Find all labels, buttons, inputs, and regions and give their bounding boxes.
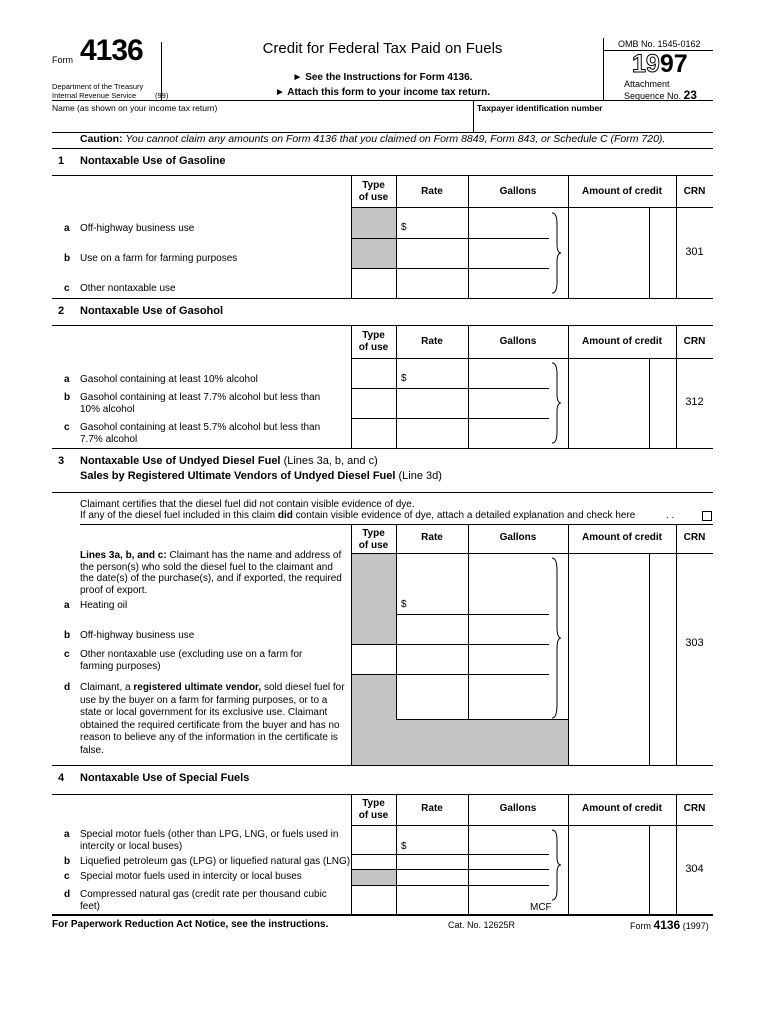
s1-header-rule [351,207,713,208]
s4-row-d-label: Compressed natural gas (credit rate per thousand cubic feet) [80,889,327,912]
section2-number: 2 [58,305,65,317]
s1-col-crn: CRN [683,186,706,197]
s1-amount-input[interactable] [570,244,674,262]
s2-col-amount: Amount of credit [582,336,662,347]
section3-title1: Nontaxable Use of Undyed Diesel Fuel [80,455,281,467]
s3-rate-d-input[interactable] [398,680,464,714]
section4-number: 4 [58,772,65,784]
s2-type-c-input[interactable] [353,423,393,445]
s1-v1 [351,175,352,298]
s1-row-a-letter: a [64,223,70,234]
section4-title: Nontaxable Use of Special Fuels [80,772,250,784]
dye-checkbox[interactable] [702,511,712,521]
caution-bottom-rule [52,148,713,149]
s3-col-crn: CRN [683,532,706,543]
s2-col-type-l2: of use [358,342,389,353]
s4-row-a-letter: a [64,829,70,840]
s3-type-shade-d [351,675,396,765]
s2-bottom-rule [52,448,713,449]
s3-lines-abc-text: Claimant has the name and address of the person(s) who sold the diesel fuel to the claimant and the date(s) of the purchase(s), and if exported, the required proof of export. [80,550,342,596]
s2-v1 [351,325,352,448]
s1-v2 [396,175,397,298]
s1-top-rule [52,175,713,176]
s4-row-ab-rule [351,854,549,855]
s3-rate-b-input[interactable] [398,619,464,641]
s1-row-a-label: Off-highway business use [80,223,195,234]
s1-row-c-letter: c [64,283,70,294]
header-divider-right [603,38,604,100]
s4-crn: 304 [685,863,704,875]
s4-v4 [568,794,569,914]
s2-gallons-c-input[interactable] [470,423,546,445]
s1-v3 [468,175,469,298]
omb-number: OMB No. 1545-0162 [618,39,701,49]
s4-gallons-b-input[interactable] [470,856,546,868]
tin-label: Taxpayer identification number [477,103,603,113]
s2-row-ab-rule [351,388,549,389]
attachment-label: Attachment [624,79,670,89]
s3-row-d-post: sold diesel fuel for use by the buyer on a farm for farming purposes, or to a state or local government for its exclusive use. Claimant obtained the required certificate from the buyer and has no reason to believe any of the information in the certificate is false. [80,682,345,756]
s3-certify-did: did [277,510,293,521]
s1-row-b-label: Use on a farm for farming purposes [80,253,238,264]
s3-type-shade-b [351,614,396,644]
s3-row-ab-rule [396,614,549,615]
s4-gallons-c-input[interactable] [470,871,546,883]
s1-row-b-letter: b [64,253,71,264]
s3-amount-input[interactable] [570,634,674,652]
s3-certify-line2 [80,510,635,521]
s2-type-b-input[interactable] [353,393,393,415]
s3-row-c-letter: c [64,649,70,660]
s1-row-bc-rule [351,268,549,269]
s4-type-d-input[interactable] [353,888,393,910]
s4-type-b-input[interactable] [353,856,393,868]
s4-col-rate: Rate [421,803,443,814]
section3-title1-suffix: (Lines 3a, b, and c) [283,455,378,467]
paperwork-notice: For Paperwork Reduction Act Notice, see the instructions. [52,919,329,930]
s3-row-c-label: Other nontaxable use (excluding use on a farm for farming purposes) [80,649,303,672]
s3-col-rate: Rate [421,532,443,543]
instruction-see: ► See the Instructions for Form 4136. [292,72,473,83]
s3-certify-post: contain visible evidence of dye, attach a detailed explanation and check here [295,510,636,521]
s4-rate-a-input[interactable] [410,832,464,852]
s2-col-crn: CRN [683,336,706,347]
s4-top-rule [52,794,713,795]
footer-year: (1997) [682,921,709,931]
s2-row-c-letter: c [64,422,70,433]
s2-v4 [568,325,569,448]
section3-number: 3 [58,455,65,467]
s3-col-type [351,528,396,552]
s1-col-rate: Rate [421,186,443,197]
s3-row-d-label [80,682,348,757]
department-line1: Department of the Treasury [52,82,144,91]
s1-row-c-label: Other nontaxable use [80,283,176,294]
form-label: Form [52,55,73,65]
caution-text: You cannot claim any amounts on Form 4136 that you claimed on Form 8849, Form 843, or Schedule C (Form 720). [125,133,666,145]
name-label: Name (as shown on your income tax return) [52,103,218,113]
s4-v2 [396,794,397,914]
footer-form-label: Form [630,921,651,931]
s4-v6 [676,794,677,914]
s2-row-b-label: Gasohol containing at least 7.7% alcohol but less than 10% alcohol [80,392,321,415]
s4-col-crn: CRN [683,803,706,814]
s1-gallons-a-input[interactable] [470,213,546,235]
s3-certify-dots: . . [666,510,675,521]
s1-v6 [676,175,677,298]
s3-rate-a-input[interactable] [410,590,464,612]
s1-col-type-l1: Type [362,180,385,191]
s3-v4 [568,524,569,765]
s3-row-bc-rule [351,644,549,645]
s2-col-type [351,330,396,354]
header-bottom-rule [52,100,713,101]
section2-title: Nontaxable Use of Gasohol [80,305,224,317]
caution-label: Caution: [80,133,123,145]
s2-col-type-l1: Type [362,330,385,341]
s4-row-b-label: Liquefied petroleum gas (LPG) or liquefied natural gas (LNG) [80,856,351,867]
s3-col-type-l2: of use [358,540,389,551]
s2-v3 [468,325,469,448]
s2-v5 [649,358,650,448]
s1-crn: 301 [685,246,704,258]
s3-bottom-shade [396,719,568,765]
s2-header-rule [351,358,713,359]
s3-col-gallons: Gallons [499,532,537,543]
s4-gallons-a-input[interactable] [470,832,546,852]
name-input[interactable] [54,115,464,129]
s2-gallons-b-input[interactable] [470,393,546,415]
s3-type-c-input[interactable] [353,649,393,671]
s2-row-a-label: Gasohol containing at least 10% alcohol [80,374,258,385]
s3-row-a-label: Heating oil [80,600,128,611]
s4-row-c-label: Special motor fuels used in intercity or local buses [80,871,302,882]
header-divider-left [161,42,162,100]
s2-top-rule [52,325,713,326]
s1-rate-a-input[interactable] [410,213,464,235]
s4-col-type-l2: of use [358,810,389,821]
s4-row-bc-rule [351,869,549,870]
tax-year [632,50,688,78]
s3-row-a-letter: a [64,600,70,611]
s3-row-d-rule [396,719,568,720]
s3-header-rule [351,553,713,554]
s4-row-cd-rule [351,885,549,886]
department-irs: Internal Revenue Service [52,91,137,100]
s2-row-c-label: Gasohol containing at least 5.7% alcohol but less than 7.7% alcohol [80,422,321,445]
s4-type-shade [351,870,396,885]
footer-form-number: 4136 [653,918,681,932]
s3-v1 [351,524,352,765]
s4-col-amount: Amount of credit [582,803,662,814]
instruction-attach: ► Attach this form to your income tax return. [274,87,491,98]
s4-row-d-letter: d [64,889,71,900]
s1-bottom-rule [52,298,713,299]
s3-gallons-d-input[interactable] [470,680,546,714]
form-title: Credit for Federal Tax Paid on Fuels [262,40,503,57]
s4-brace-icon [549,829,563,901]
s1-col-gallons: Gallons [499,186,537,197]
s3-dollar: $ [401,599,407,610]
department [52,82,168,100]
s3-row-b-letter: b [64,630,71,641]
s1-rate-b-input[interactable] [398,243,464,265]
s4-rate-c-input[interactable] [398,871,464,883]
s2-row-b-letter: b [64,392,71,403]
sequence-number: 23 [683,88,697,102]
s3-v3 [468,524,469,719]
s4-row-b-letter: b [64,856,71,867]
department-line2 [52,91,168,100]
s3-row-d-letter: d [64,682,71,693]
s2-row-a-letter: a [64,374,70,385]
s1-col-type [351,180,396,204]
s3-gallons-a-input[interactable] [470,590,546,612]
footer-form-id [630,918,709,932]
s3-crn: 303 [685,637,704,649]
sequence-label: Sequence No. [624,91,682,101]
s1-v4 [568,175,569,298]
s4-amount-input[interactable] [570,862,674,880]
s1-v5 [649,207,650,298]
s4-bottom-rule [52,914,713,916]
s3-brace-icon [549,557,563,719]
s4-mcf-label: MCF [530,902,552,913]
s3-v6 [676,524,677,765]
tin-input[interactable] [478,115,708,129]
s3-gallons-b-input[interactable] [470,619,546,641]
s4-v1 [351,794,352,914]
s1-type-c-input[interactable] [353,272,393,294]
s3-certify-line1: Claimant certifies that the diesel fuel did not contain visible evidence of dye. [80,499,415,510]
s3-rate-c-input[interactable] [398,649,464,671]
s3-v2 [396,524,397,719]
s4-header-rule [351,825,713,826]
s2-col-rate: Rate [421,336,443,347]
s3-lines-abc-bold: Lines 3a, b, and c: [80,550,167,561]
s2-type-a-input[interactable] [353,364,393,386]
s4-col-gallons: Gallons [499,803,537,814]
form-number: 4136 [80,34,143,67]
s2-brace-icon [549,362,563,444]
s3-type-shade-top [351,554,396,614]
s4-gallons-d-input[interactable] [470,888,520,900]
section3-title2-line [80,470,442,482]
s3-row-d-pre: Claimant, a [80,682,131,693]
s2-row-bc-rule [351,418,549,419]
s2-crn: 312 [685,396,704,408]
s3-certify-pre: If any of the diesel fuel included in this claim [80,510,276,521]
s1-brace-icon [549,212,563,294]
s1-gallons-c-input[interactable] [470,272,546,294]
s3-col-type-l1: Type [362,528,385,539]
s2-rate-c-input[interactable] [398,423,464,445]
s3-col-amount: Amount of credit [582,532,662,543]
section3-title2-suffix: (Line 3d) [398,470,442,482]
s2-amount-input[interactable] [570,394,674,412]
s4-row-c-letter: c [64,871,70,882]
section1-number: 1 [58,155,65,167]
s2-dollar: $ [401,373,407,384]
tax-year-prefix: 19 [632,50,660,78]
catalog-number: Cat. No. 12625R [448,920,516,930]
s4-col-type [351,798,396,822]
tax-year-suffix: 97 [659,50,688,78]
s1-dollar: $ [401,222,407,233]
s1-col-type-l2: of use [358,192,389,203]
s4-v5 [649,825,650,914]
s1-row-ab-rule [351,238,549,239]
s3-row-cd-rule [351,674,549,675]
s4-row-a-label: Special motor fuels (other than LPG, LNG, or fuels used in intercity or local buses) [80,829,339,852]
s3-lines-abc-note [80,550,348,596]
section3-title1-line [80,455,378,467]
s4-dollar: $ [401,841,407,852]
s1-col-amount: Amount of credit [582,186,662,197]
s2-rate-b-input[interactable] [398,393,464,415]
s4-rate-d-input[interactable] [398,888,464,910]
name-tin-divider [473,100,474,132]
s2-v6 [676,325,677,448]
s3-row-b-label: Off-highway business use [80,630,195,641]
s3-bottom-rule [52,765,713,766]
s4-col-type-l1: Type [362,798,385,809]
section3-title2: Sales by Registered Ultimate Vendors of Undyed Diesel Fuel [80,470,396,482]
s4-type-a-input[interactable] [353,830,393,850]
s2-v2 [396,325,397,448]
section1-title: Nontaxable Use of Gasoline [80,155,226,167]
s3-gallons-c-input[interactable] [470,649,546,671]
s3-row-d-bold: registered ultimate vendor, [133,682,262,693]
s4-rate-b-input[interactable] [398,856,464,868]
s3-title-rule [52,492,713,493]
s2-gallons-a-input[interactable] [470,364,546,386]
s1-rate-c-input[interactable] [398,272,464,294]
s3-v5 [649,553,650,765]
s4-v3 [468,794,469,914]
s2-col-gallons: Gallons [499,336,537,347]
s1-gallons-b-input[interactable] [470,243,546,265]
caution-line [80,133,665,145]
s2-rate-a-input[interactable] [410,364,464,386]
department-code: (99) [154,91,169,100]
